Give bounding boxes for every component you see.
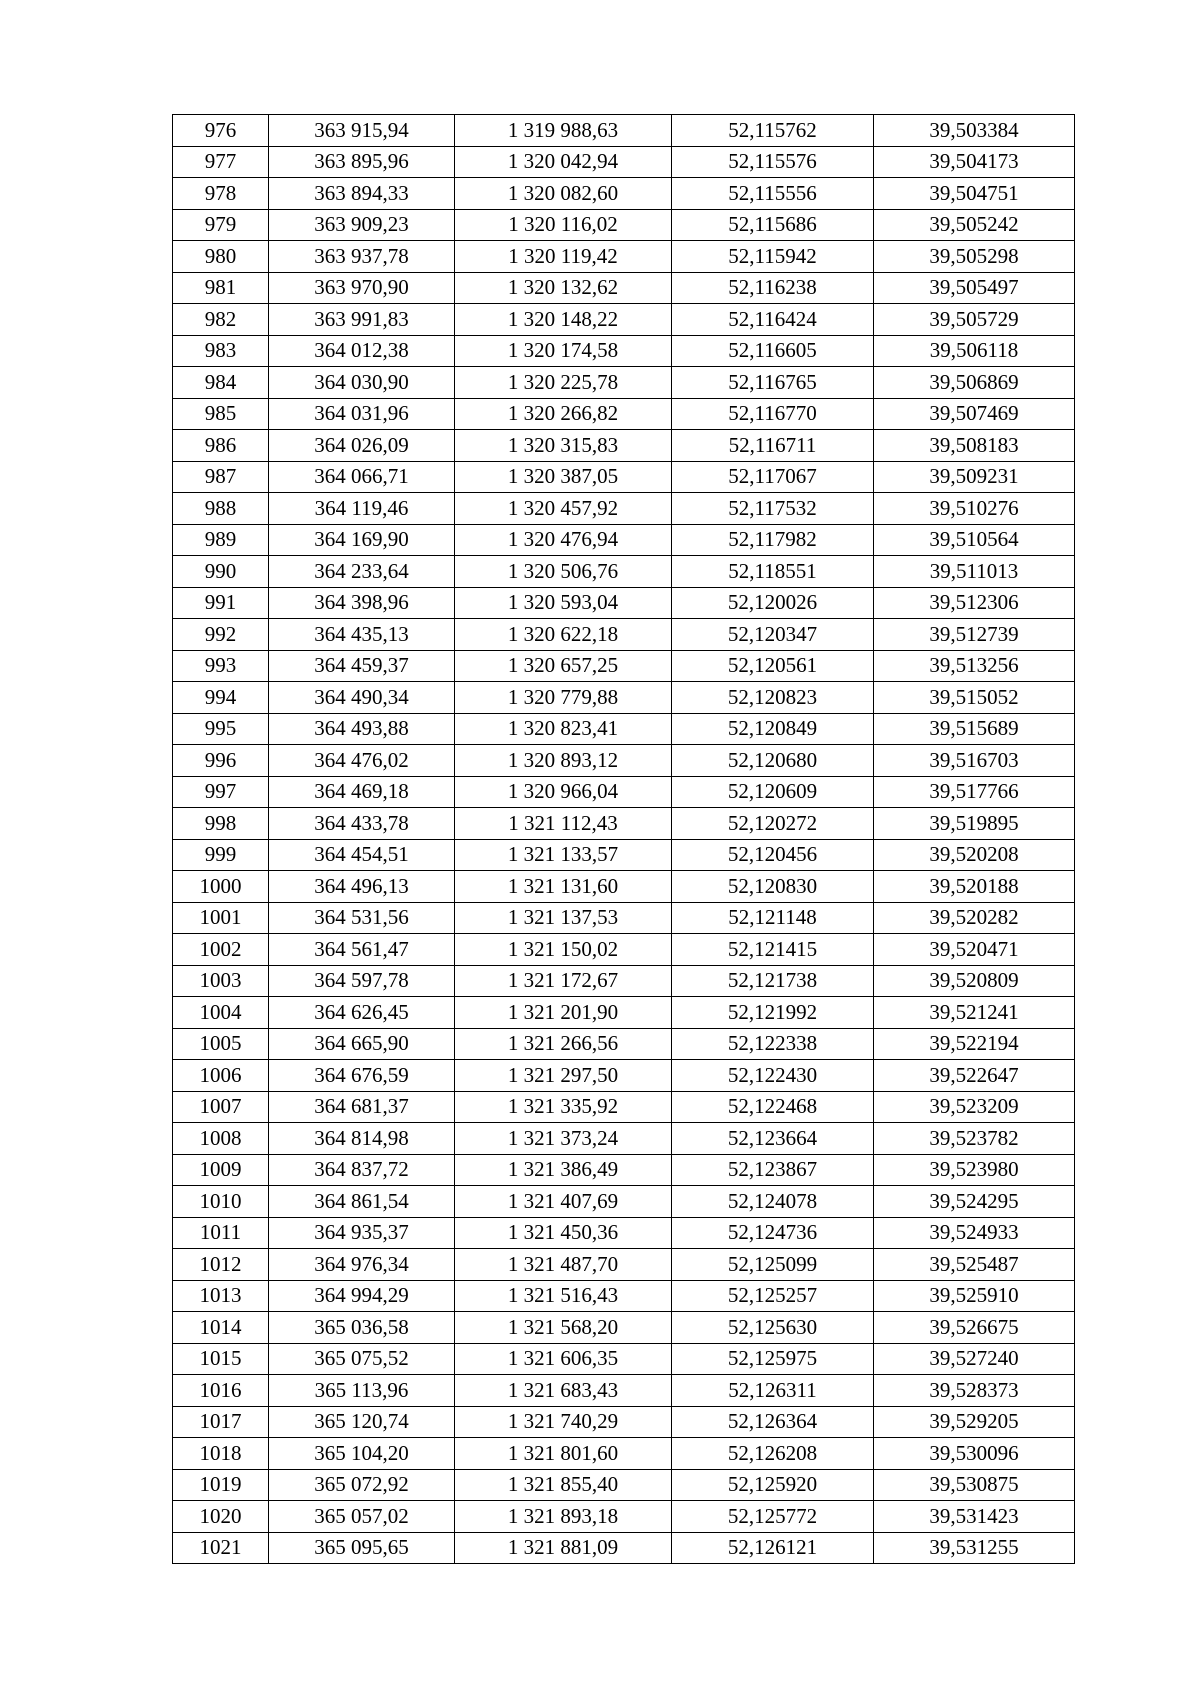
longitude-cell: 39,525487 [874, 1249, 1075, 1281]
latitude-cell: 52,118551 [672, 556, 874, 588]
point-number-cell: 1016 [173, 1375, 269, 1407]
table-row [173, 430, 1075, 462]
latitude-cell: 52,125772 [672, 1501, 874, 1533]
latitude-cell: 52,120849 [672, 713, 874, 745]
table-row [173, 398, 1075, 430]
table-row [173, 1280, 1075, 1312]
point-number-cell: 1021 [173, 1532, 269, 1564]
table-row [173, 1438, 1075, 1470]
longitude-cell: 39,515052 [874, 682, 1075, 714]
y-coordinate-cell: 1 321 201,90 [455, 997, 672, 1029]
y-coordinate-cell: 1 321 606,35 [455, 1343, 672, 1375]
y-coordinate-cell: 1 321 801,60 [455, 1438, 672, 1470]
point-number-cell: 983 [173, 335, 269, 367]
latitude-cell: 52,117067 [672, 461, 874, 493]
y-coordinate-cell: 1 321 131,60 [455, 871, 672, 903]
longitude-cell: 39,528373 [874, 1375, 1075, 1407]
point-number-cell: 993 [173, 650, 269, 682]
table-row [173, 115, 1075, 147]
x-coordinate-cell: 364 030,90 [269, 367, 455, 399]
x-coordinate-cell: 364 398,96 [269, 587, 455, 619]
point-number-cell: 988 [173, 493, 269, 525]
table-row [173, 1217, 1075, 1249]
x-coordinate-cell: 363 915,94 [269, 115, 455, 147]
y-coordinate-cell: 1 320 966,04 [455, 776, 672, 808]
table-row [173, 619, 1075, 651]
longitude-cell: 39,524295 [874, 1186, 1075, 1218]
x-coordinate-cell: 363 895,96 [269, 146, 455, 178]
table-row [173, 871, 1075, 903]
y-coordinate-cell: 1 321 297,50 [455, 1060, 672, 1092]
y-coordinate-cell: 1 321 407,69 [455, 1186, 672, 1218]
x-coordinate-cell: 365 075,52 [269, 1343, 455, 1375]
table-row [173, 556, 1075, 588]
y-coordinate-cell: 1 320 266,82 [455, 398, 672, 430]
x-coordinate-cell: 364 626,45 [269, 997, 455, 1029]
latitude-cell: 52,122338 [672, 1028, 874, 1060]
latitude-cell: 52,122430 [672, 1060, 874, 1092]
latitude-cell: 52,116424 [672, 304, 874, 336]
y-coordinate-cell: 1 321 150,02 [455, 934, 672, 966]
longitude-cell: 39,522194 [874, 1028, 1075, 1060]
table-row [173, 997, 1075, 1029]
y-coordinate-cell: 1 320 315,83 [455, 430, 672, 462]
latitude-cell: 52,125099 [672, 1249, 874, 1281]
longitude-cell: 39,519895 [874, 808, 1075, 840]
y-coordinate-cell: 1 321 137,53 [455, 902, 672, 934]
longitude-cell: 39,531423 [874, 1501, 1075, 1533]
point-number-cell: 1004 [173, 997, 269, 1029]
longitude-cell: 39,523209 [874, 1091, 1075, 1123]
longitude-cell: 39,520471 [874, 934, 1075, 966]
x-coordinate-cell: 364 490,34 [269, 682, 455, 714]
point-number-cell: 1006 [173, 1060, 269, 1092]
table-row [173, 209, 1075, 241]
x-coordinate-cell: 364 531,56 [269, 902, 455, 934]
point-number-cell: 998 [173, 808, 269, 840]
y-coordinate-cell: 1 320 657,25 [455, 650, 672, 682]
x-coordinate-cell: 364 469,18 [269, 776, 455, 808]
longitude-cell: 39,523980 [874, 1154, 1075, 1186]
point-number-cell: 1014 [173, 1312, 269, 1344]
longitude-cell: 39,506869 [874, 367, 1075, 399]
table-row [173, 272, 1075, 304]
y-coordinate-cell: 1 320 779,88 [455, 682, 672, 714]
x-coordinate-cell: 364 493,88 [269, 713, 455, 745]
y-coordinate-cell: 1 320 823,41 [455, 713, 672, 745]
table-row [173, 367, 1075, 399]
point-number-cell: 984 [173, 367, 269, 399]
longitude-cell: 39,508183 [874, 430, 1075, 462]
latitude-cell: 52,116765 [672, 367, 874, 399]
point-number-cell: 985 [173, 398, 269, 430]
latitude-cell: 52,121992 [672, 997, 874, 1029]
longitude-cell: 39,513256 [874, 650, 1075, 682]
table-row [173, 839, 1075, 871]
latitude-cell: 52,117982 [672, 524, 874, 556]
y-coordinate-cell: 1 320 119,42 [455, 241, 672, 273]
x-coordinate-cell: 364 119,46 [269, 493, 455, 525]
x-coordinate-cell: 364 476,02 [269, 745, 455, 777]
x-coordinate-cell: 364 814,98 [269, 1123, 455, 1155]
longitude-cell: 39,520809 [874, 965, 1075, 997]
longitude-cell: 39,507469 [874, 398, 1075, 430]
point-number-cell: 982 [173, 304, 269, 336]
table-row [173, 965, 1075, 997]
x-coordinate-cell: 364 935,37 [269, 1217, 455, 1249]
latitude-cell: 52,126208 [672, 1438, 874, 1470]
point-number-cell: 986 [173, 430, 269, 462]
point-number-cell: 981 [173, 272, 269, 304]
latitude-cell: 52,117532 [672, 493, 874, 525]
x-coordinate-cell: 364 012,38 [269, 335, 455, 367]
latitude-cell: 52,116770 [672, 398, 874, 430]
y-coordinate-cell: 1 321 373,24 [455, 1123, 672, 1155]
longitude-cell: 39,503384 [874, 115, 1075, 147]
longitude-cell: 39,510564 [874, 524, 1075, 556]
y-coordinate-cell: 1 321 266,56 [455, 1028, 672, 1060]
latitude-cell: 52,126364 [672, 1406, 874, 1438]
y-coordinate-cell: 1 321 568,20 [455, 1312, 672, 1344]
latitude-cell: 52,125630 [672, 1312, 874, 1344]
y-coordinate-cell: 1 321 740,29 [455, 1406, 672, 1438]
y-coordinate-cell: 1 321 133,57 [455, 839, 672, 871]
x-coordinate-cell: 364 026,09 [269, 430, 455, 462]
point-number-cell: 1015 [173, 1343, 269, 1375]
longitude-cell: 39,505729 [874, 304, 1075, 336]
latitude-cell: 52,115556 [672, 178, 874, 210]
x-coordinate-cell: 363 991,83 [269, 304, 455, 336]
x-coordinate-cell: 364 169,90 [269, 524, 455, 556]
point-number-cell: 979 [173, 209, 269, 241]
x-coordinate-cell: 365 057,02 [269, 1501, 455, 1533]
x-coordinate-cell: 363 894,33 [269, 178, 455, 210]
table-row [173, 808, 1075, 840]
coordinates-table [172, 114, 1075, 1564]
point-number-cell: 1019 [173, 1469, 269, 1501]
y-coordinate-cell: 1 320 082,60 [455, 178, 672, 210]
point-number-cell: 987 [173, 461, 269, 493]
point-number-cell: 995 [173, 713, 269, 745]
longitude-cell: 39,523782 [874, 1123, 1075, 1155]
table-row [173, 1532, 1075, 1564]
point-number-cell: 1001 [173, 902, 269, 934]
longitude-cell: 39,510276 [874, 493, 1075, 525]
latitude-cell: 52,121148 [672, 902, 874, 934]
point-number-cell: 1008 [173, 1123, 269, 1155]
latitude-cell: 52,120456 [672, 839, 874, 871]
latitude-cell: 52,126311 [672, 1375, 874, 1407]
x-coordinate-cell: 364 994,29 [269, 1280, 455, 1312]
point-number-cell: 1012 [173, 1249, 269, 1281]
x-coordinate-cell: 365 036,58 [269, 1312, 455, 1344]
y-coordinate-cell: 1 321 172,67 [455, 965, 672, 997]
table-row [173, 934, 1075, 966]
longitude-cell: 39,504751 [874, 178, 1075, 210]
latitude-cell: 52,120680 [672, 745, 874, 777]
y-coordinate-cell: 1 320 174,58 [455, 335, 672, 367]
longitude-cell: 39,524933 [874, 1217, 1075, 1249]
table-row [173, 1375, 1075, 1407]
y-coordinate-cell: 1 321 450,36 [455, 1217, 672, 1249]
x-coordinate-cell: 365 095,65 [269, 1532, 455, 1564]
x-coordinate-cell: 364 459,37 [269, 650, 455, 682]
longitude-cell: 39,527240 [874, 1343, 1075, 1375]
latitude-cell: 52,125920 [672, 1469, 874, 1501]
table-row [173, 1501, 1075, 1533]
x-coordinate-cell: 364 665,90 [269, 1028, 455, 1060]
longitude-cell: 39,511013 [874, 556, 1075, 588]
point-number-cell: 1018 [173, 1438, 269, 1470]
x-coordinate-cell: 363 970,90 [269, 272, 455, 304]
y-coordinate-cell: 1 320 042,94 [455, 146, 672, 178]
point-number-cell: 978 [173, 178, 269, 210]
longitude-cell: 39,505298 [874, 241, 1075, 273]
longitude-cell: 39,512739 [874, 619, 1075, 651]
latitude-cell: 52,125257 [672, 1280, 874, 1312]
point-number-cell: 1000 [173, 871, 269, 903]
longitude-cell: 39,512306 [874, 587, 1075, 619]
table-row [173, 682, 1075, 714]
table-row [173, 304, 1075, 336]
x-coordinate-cell: 364 561,47 [269, 934, 455, 966]
point-number-cell: 1003 [173, 965, 269, 997]
longitude-cell: 39,506118 [874, 335, 1075, 367]
x-coordinate-cell: 364 454,51 [269, 839, 455, 871]
latitude-cell: 52,123664 [672, 1123, 874, 1155]
table-row [173, 1249, 1075, 1281]
x-coordinate-cell: 364 435,13 [269, 619, 455, 651]
y-coordinate-cell: 1 321 893,18 [455, 1501, 672, 1533]
latitude-cell: 52,126121 [672, 1532, 874, 1564]
longitude-cell: 39,531255 [874, 1532, 1075, 1564]
longitude-cell: 39,504173 [874, 146, 1075, 178]
y-coordinate-cell: 1 320 457,92 [455, 493, 672, 525]
latitude-cell: 52,116711 [672, 430, 874, 462]
latitude-cell: 52,120823 [672, 682, 874, 714]
point-number-cell: 989 [173, 524, 269, 556]
latitude-cell: 52,124078 [672, 1186, 874, 1218]
point-number-cell: 1002 [173, 934, 269, 966]
latitude-cell: 52,115576 [672, 146, 874, 178]
table-row [173, 1186, 1075, 1218]
point-number-cell: 1017 [173, 1406, 269, 1438]
longitude-cell: 39,521241 [874, 997, 1075, 1029]
y-coordinate-cell: 1 321 683,43 [455, 1375, 672, 1407]
point-number-cell: 1005 [173, 1028, 269, 1060]
x-coordinate-cell: 364 837,72 [269, 1154, 455, 1186]
table-row [173, 1406, 1075, 1438]
latitude-cell: 52,120347 [672, 619, 874, 651]
x-coordinate-cell: 365 072,92 [269, 1469, 455, 1501]
longitude-cell: 39,530875 [874, 1469, 1075, 1501]
table-row [173, 178, 1075, 210]
table-row [173, 1343, 1075, 1375]
y-coordinate-cell: 1 321 881,09 [455, 1532, 672, 1564]
latitude-cell: 52,120026 [672, 587, 874, 619]
x-coordinate-cell: 364 031,96 [269, 398, 455, 430]
y-coordinate-cell: 1 321 335,92 [455, 1091, 672, 1123]
longitude-cell: 39,520208 [874, 839, 1075, 871]
longitude-cell: 39,515689 [874, 713, 1075, 745]
table-row [173, 1312, 1075, 1344]
latitude-cell: 52,125975 [672, 1343, 874, 1375]
y-coordinate-cell: 1 320 225,78 [455, 367, 672, 399]
point-number-cell: 990 [173, 556, 269, 588]
point-number-cell: 1011 [173, 1217, 269, 1249]
y-coordinate-cell: 1 321 487,70 [455, 1249, 672, 1281]
point-number-cell: 991 [173, 587, 269, 619]
point-number-cell: 994 [173, 682, 269, 714]
y-coordinate-cell: 1 320 593,04 [455, 587, 672, 619]
y-coordinate-cell: 1 320 132,62 [455, 272, 672, 304]
table-row [173, 1091, 1075, 1123]
table-row [173, 1028, 1075, 1060]
longitude-cell: 39,505497 [874, 272, 1075, 304]
x-coordinate-cell: 364 681,37 [269, 1091, 455, 1123]
y-coordinate-cell: 1 320 622,18 [455, 619, 672, 651]
latitude-cell: 52,120272 [672, 808, 874, 840]
y-coordinate-cell: 1 319 988,63 [455, 115, 672, 147]
table-row [173, 493, 1075, 525]
point-number-cell: 1007 [173, 1091, 269, 1123]
table-row [173, 241, 1075, 273]
point-number-cell: 992 [173, 619, 269, 651]
x-coordinate-cell: 365 104,20 [269, 1438, 455, 1470]
table-row [173, 1154, 1075, 1186]
table-row [173, 461, 1075, 493]
latitude-cell: 52,123867 [672, 1154, 874, 1186]
latitude-cell: 52,115686 [672, 209, 874, 241]
longitude-cell: 39,516703 [874, 745, 1075, 777]
table-row [173, 335, 1075, 367]
point-number-cell: 1020 [173, 1501, 269, 1533]
table-row [173, 1123, 1075, 1155]
point-number-cell: 980 [173, 241, 269, 273]
y-coordinate-cell: 1 320 387,05 [455, 461, 672, 493]
point-number-cell: 999 [173, 839, 269, 871]
x-coordinate-cell: 364 433,78 [269, 808, 455, 840]
latitude-cell: 52,121738 [672, 965, 874, 997]
x-coordinate-cell: 364 597,78 [269, 965, 455, 997]
longitude-cell: 39,509231 [874, 461, 1075, 493]
point-number-cell: 976 [173, 115, 269, 147]
x-coordinate-cell: 364 066,71 [269, 461, 455, 493]
table-row [173, 587, 1075, 619]
longitude-cell: 39,526675 [874, 1312, 1075, 1344]
x-coordinate-cell: 364 861,54 [269, 1186, 455, 1218]
y-coordinate-cell: 1 320 893,12 [455, 745, 672, 777]
x-coordinate-cell: 364 496,13 [269, 871, 455, 903]
table-row [173, 650, 1075, 682]
longitude-cell: 39,525910 [874, 1280, 1075, 1312]
latitude-cell: 52,116605 [672, 335, 874, 367]
longitude-cell: 39,520188 [874, 871, 1075, 903]
longitude-cell: 39,517766 [874, 776, 1075, 808]
longitude-cell: 39,505242 [874, 209, 1075, 241]
point-number-cell: 997 [173, 776, 269, 808]
longitude-cell: 39,530096 [874, 1438, 1075, 1470]
y-coordinate-cell: 1 321 516,43 [455, 1280, 672, 1312]
x-coordinate-cell: 365 120,74 [269, 1406, 455, 1438]
y-coordinate-cell: 1 320 116,02 [455, 209, 672, 241]
latitude-cell: 52,122468 [672, 1091, 874, 1123]
longitude-cell: 39,529205 [874, 1406, 1075, 1438]
latitude-cell: 52,115942 [672, 241, 874, 273]
point-number-cell: 1010 [173, 1186, 269, 1218]
x-coordinate-cell: 365 113,96 [269, 1375, 455, 1407]
point-number-cell: 1013 [173, 1280, 269, 1312]
y-coordinate-cell: 1 320 148,22 [455, 304, 672, 336]
y-coordinate-cell: 1 320 506,76 [455, 556, 672, 588]
y-coordinate-cell: 1 321 112,43 [455, 808, 672, 840]
table-row [173, 713, 1075, 745]
longitude-cell: 39,522647 [874, 1060, 1075, 1092]
table-row [173, 745, 1075, 777]
x-coordinate-cell: 363 937,78 [269, 241, 455, 273]
y-coordinate-cell: 1 320 476,94 [455, 524, 672, 556]
x-coordinate-cell: 364 976,34 [269, 1249, 455, 1281]
coordinates-table-body [173, 115, 1075, 1564]
latitude-cell: 52,120561 [672, 650, 874, 682]
y-coordinate-cell: 1 321 386,49 [455, 1154, 672, 1186]
latitude-cell: 52,120830 [672, 871, 874, 903]
point-number-cell: 1009 [173, 1154, 269, 1186]
table-row [173, 146, 1075, 178]
x-coordinate-cell: 363 909,23 [269, 209, 455, 241]
longitude-cell: 39,520282 [874, 902, 1075, 934]
latitude-cell: 52,124736 [672, 1217, 874, 1249]
x-coordinate-cell: 364 233,64 [269, 556, 455, 588]
table-row [173, 1469, 1075, 1501]
latitude-cell: 52,121415 [672, 934, 874, 966]
table-row [173, 1060, 1075, 1092]
point-number-cell: 977 [173, 146, 269, 178]
table-row [173, 776, 1075, 808]
latitude-cell: 52,115762 [672, 115, 874, 147]
point-number-cell: 996 [173, 745, 269, 777]
latitude-cell: 52,116238 [672, 272, 874, 304]
latitude-cell: 52,120609 [672, 776, 874, 808]
table-row [173, 524, 1075, 556]
table-row [173, 902, 1075, 934]
x-coordinate-cell: 364 676,59 [269, 1060, 455, 1092]
y-coordinate-cell: 1 321 855,40 [455, 1469, 672, 1501]
